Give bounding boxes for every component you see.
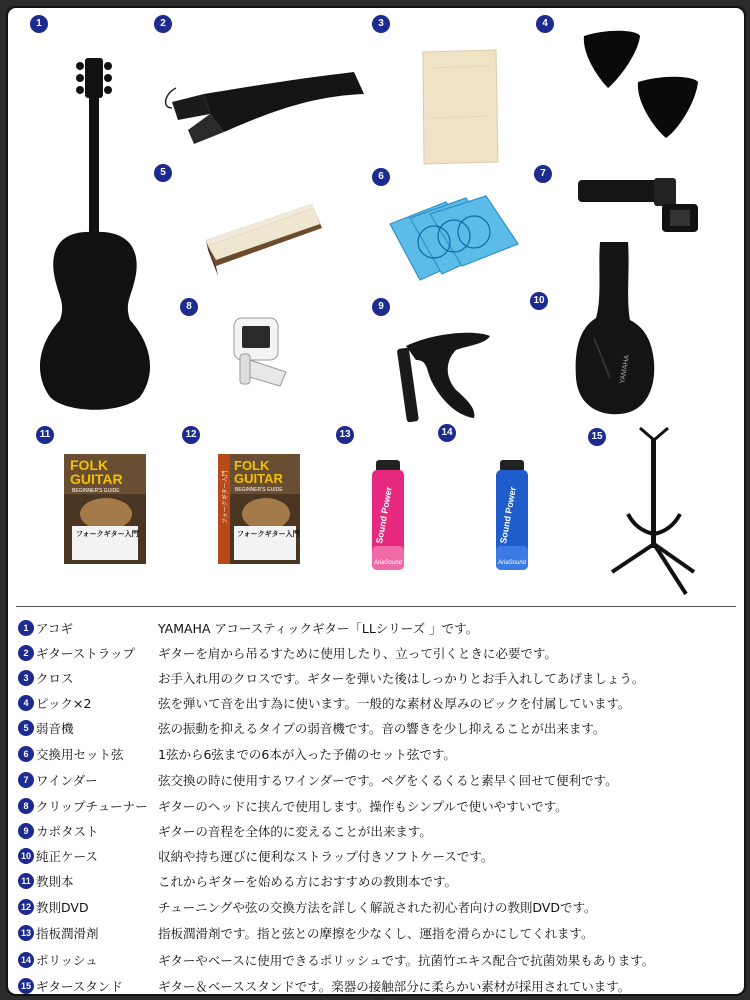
- item-name: ギタースタンド: [36, 979, 123, 994]
- badge-15: 15: [588, 428, 606, 446]
- item-description: 弦の振動を抑えるタイプの弱音機です。音の響きを少し抑えることが出来ます。: [158, 721, 606, 736]
- item-name: ポリッシュ: [36, 953, 98, 968]
- product-set-sheet: [6, 6, 746, 996]
- list-item: [18, 895, 740, 919]
- item-description: 弦を弾いて音を出す為に使います。一般的な素材＆厚みのピックを付属しています。: [158, 696, 631, 711]
- row-number: 10: [18, 848, 34, 864]
- lubricant-label: Sound Power: [374, 485, 394, 545]
- item-description: 指板潤滑剤です。指と弦との摩擦を少なくし、運指を滑らかにしてくれます。: [158, 926, 594, 941]
- badge-7: 7: [534, 165, 552, 183]
- item-description: ギターのヘッドに挟んで使用します。操作もシンプルで使いやすいです。: [158, 799, 568, 814]
- row-number: 12: [18, 899, 34, 915]
- row-number: 1: [18, 620, 34, 636]
- badge-3: 3: [372, 15, 390, 33]
- item-name: 純正ケース: [36, 849, 98, 864]
- item-name: カポタスト: [36, 824, 99, 839]
- item-description: チューニングや弦の交換方法を詳しく解説された初心者向けの教則DVDです。: [158, 900, 597, 915]
- row-number: 2: [18, 645, 34, 661]
- soft-case-image: [570, 238, 660, 418]
- dvd-side-text: フォークギター入門: [222, 470, 229, 524]
- item-name: クリップチューナー: [36, 799, 148, 814]
- item-description: YAMAHA アコースティックギター「LLシリーズ 」です。: [158, 621, 479, 636]
- item-name: ピック×2: [36, 696, 92, 711]
- string-mute-image: [202, 198, 328, 278]
- item-name: 教則DVD: [36, 900, 89, 915]
- polish-spray-image: [492, 460, 532, 572]
- badge-4: 4: [536, 15, 554, 33]
- book-subtitle: BEGINNER'S GUIDE: [72, 488, 120, 494]
- list-item: [18, 844, 740, 868]
- row-number: 3: [18, 670, 34, 686]
- list-item: [18, 641, 740, 665]
- capo-image: [396, 326, 496, 426]
- item-name: ギターストラップ: [36, 646, 136, 661]
- list-item: [18, 948, 740, 972]
- guitar-strap-image: [154, 64, 370, 154]
- badge-1: 1: [30, 15, 48, 33]
- row-number: 14: [18, 952, 34, 968]
- item-description: 収納や持ち運びに便利なストラップ付きソフトケースです。: [158, 849, 494, 864]
- dvd-title-line1: FOLK: [234, 458, 270, 473]
- badge-9: 9: [372, 298, 390, 316]
- section-divider: [16, 606, 736, 607]
- item-name: クロス: [36, 671, 74, 686]
- row-number: 4: [18, 695, 34, 711]
- list-item: [18, 716, 740, 740]
- list-item: [18, 974, 740, 996]
- clip-tuner-image: [230, 314, 294, 392]
- list-item: [18, 616, 740, 640]
- list-item: [18, 794, 740, 818]
- dvd-title-line2: GUITAR: [234, 471, 283, 486]
- badge-5: 5: [154, 164, 172, 182]
- row-number: 11: [18, 873, 34, 889]
- badge-8: 8: [180, 298, 198, 316]
- row-number: 8: [18, 798, 34, 814]
- list-item: [18, 742, 740, 766]
- lubricant-brand: AriaSound: [374, 560, 403, 566]
- badge-6: 6: [372, 168, 390, 186]
- item-name: 交換用セット弦: [36, 747, 124, 762]
- item-description: 1弦から6弦までの6本が入った予備のセット弦です。: [158, 747, 456, 762]
- list-item: [18, 869, 740, 893]
- item-description: これからギターを始める方におすすめの教則本です。: [158, 874, 458, 889]
- row-number: 5: [18, 720, 34, 736]
- item-name: ワインダー: [36, 773, 98, 788]
- list-item: [18, 666, 740, 690]
- case-brand-label: YAMAHA: [619, 354, 632, 385]
- list-item: [18, 768, 740, 792]
- badge-11: 11: [36, 426, 54, 444]
- item-name: 教則本: [36, 874, 74, 889]
- badge-2: 2: [154, 15, 172, 33]
- guitar-stand-image: [598, 422, 708, 598]
- item-name: 弱音機: [36, 721, 74, 736]
- replacement-strings-image: [386, 194, 526, 294]
- badge-14: 14: [438, 424, 456, 442]
- row-number: 6: [18, 746, 34, 762]
- item-description: ギター＆ベーススタンドです。楽器の接触部分に柔らかい素材が採用されています。: [158, 979, 631, 994]
- item-description: ギターを肩から吊るすために使用したり、立って引くときに必要です。: [158, 646, 557, 661]
- badge-12: 12: [182, 426, 200, 444]
- instruction-book-image: [64, 454, 146, 564]
- fingerboard-lubricant-image: [368, 460, 408, 572]
- book-title-line1: FOLK: [70, 457, 109, 473]
- dvd-jp-title: フォークギター入門: [237, 530, 300, 538]
- item-name: 指板潤滑剤: [36, 926, 99, 941]
- row-number: 9: [18, 823, 34, 839]
- badge-10: 10: [530, 292, 548, 310]
- row-number: 13: [18, 925, 34, 941]
- row-number: 15: [18, 978, 34, 994]
- list-item: [18, 921, 740, 945]
- row-number: 7: [18, 772, 34, 788]
- book-jp-title: フォークギター入門: [76, 530, 139, 538]
- item-description: 弦交換の時に使用するワインダーです。ペグをくるくると素早く回せて便利です。: [158, 773, 618, 788]
- instruction-dvd-image: [218, 454, 300, 564]
- polish-label: Sound Power: [498, 485, 518, 545]
- badge-13: 13: [336, 426, 354, 444]
- guitar-picks-image: [578, 30, 708, 142]
- list-item: [18, 691, 740, 715]
- item-description: ギターの音程を全体的に変えることが出来ます。: [158, 824, 432, 839]
- item-description: お手入れ用のクロスです。ギターを弾いた後はしっかりとお手入れしてあげましょう。: [158, 671, 645, 686]
- polish-brand: AriaSound: [498, 560, 527, 566]
- polishing-cloth-image: [420, 48, 500, 166]
- book-title-line2: GUITAR: [70, 471, 123, 487]
- dvd-subtitle: BEGINNER'S GUIDE: [235, 487, 283, 493]
- item-name: アコギ: [36, 621, 73, 636]
- list-item: [18, 819, 740, 843]
- item-description: ギターやベースに使用できるポリッシュです。抗菌竹エキス配合で抗菌効果もあります。: [158, 953, 655, 968]
- string-winder-image: [574, 176, 704, 238]
